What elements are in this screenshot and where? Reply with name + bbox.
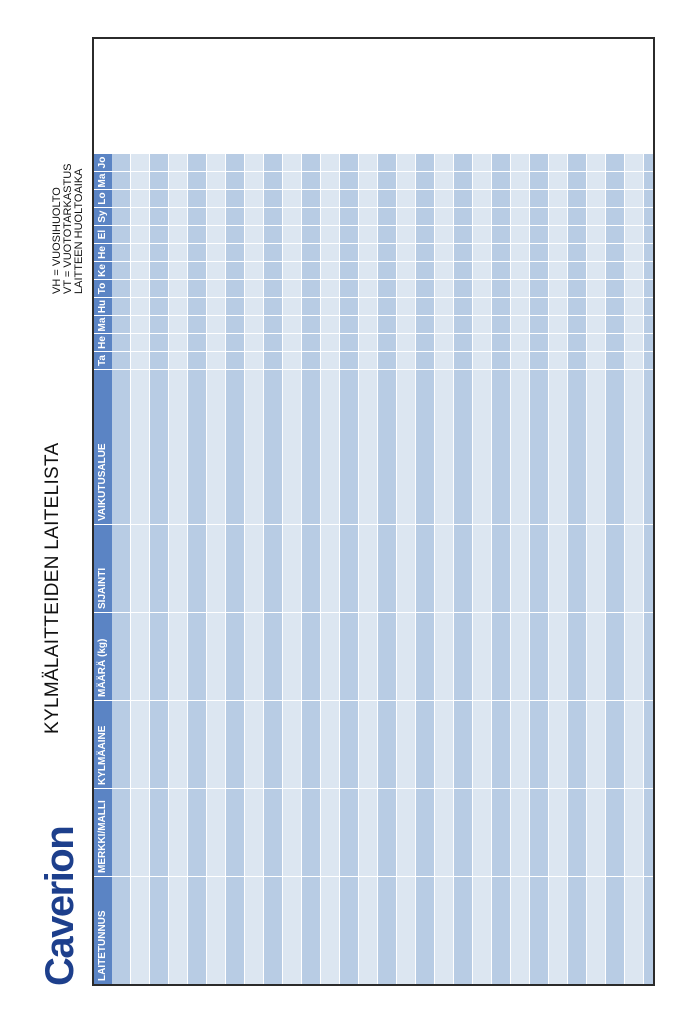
table-row[interactable] [302, 153, 321, 984]
legend-line: VT = VUOTOTARKASTUS [62, 163, 74, 294]
table-row[interactable] [226, 153, 245, 984]
table-row[interactable] [397, 153, 416, 984]
table-row[interactable] [416, 153, 435, 984]
caverion-logo: Caverion [38, 826, 82, 986]
month-header: Jo [94, 153, 112, 171]
table-row[interactable] [245, 153, 264, 984]
column-divider [112, 243, 653, 244]
page-title: KYLMÄLAITTEIDEN LAITELISTA [42, 442, 63, 734]
table-row[interactable] [378, 153, 397, 984]
table-row[interactable] [131, 153, 150, 984]
month-header: Ke [94, 261, 112, 279]
column-divider [112, 207, 653, 208]
table-row[interactable] [264, 153, 283, 984]
column-divider [112, 876, 653, 877]
column-divider [112, 700, 653, 701]
table-row[interactable] [606, 153, 625, 984]
table-row[interactable] [188, 153, 207, 984]
column-divider [112, 369, 653, 370]
table-row[interactable] [207, 153, 226, 984]
table-row[interactable] [568, 153, 587, 984]
legend-line: LAITTEEN HUOLTOAIKA [73, 168, 85, 294]
column-divider [112, 261, 653, 262]
month-header: El [94, 225, 112, 243]
col-kylmaaine-header: KYLMÄAINE [94, 700, 112, 788]
legend-line: VH = VUOSIHUOLTO [51, 187, 63, 294]
table-row[interactable] [112, 153, 131, 984]
table-row[interactable] [435, 153, 454, 984]
column-divider [112, 351, 653, 352]
table-row[interactable] [283, 153, 302, 984]
table-row[interactable] [169, 153, 188, 984]
table-row[interactable] [549, 153, 568, 984]
column-divider [112, 153, 653, 154]
month-header: Sy [94, 207, 112, 225]
table-row[interactable] [644, 153, 655, 984]
month-header: Ma [94, 171, 112, 189]
table-row[interactable] [473, 153, 492, 984]
month-header: He [94, 243, 112, 261]
column-divider [112, 171, 653, 172]
table-row[interactable] [511, 153, 530, 984]
col-merkki-malli-header: MERKKI/MALLI [94, 788, 112, 876]
col-laitetunnus-header: LAITETUNNUS [94, 876, 112, 984]
month-header: He [94, 333, 112, 351]
column-divider [112, 225, 653, 226]
table-row[interactable] [454, 153, 473, 984]
column-divider [112, 297, 653, 298]
column-divider [112, 333, 653, 334]
table-row[interactable] [492, 153, 511, 984]
col-sijainti-header: SIJAINTI [94, 524, 112, 612]
table-row[interactable] [150, 153, 169, 984]
column-divider [112, 788, 653, 789]
table-row[interactable] [340, 153, 359, 984]
device-table [92, 37, 655, 986]
month-header: To [94, 279, 112, 297]
table-header [94, 153, 112, 984]
legend [52, 163, 85, 294]
column-divider [112, 315, 653, 316]
column-divider [112, 524, 653, 525]
table-row[interactable] [625, 153, 644, 984]
table-row[interactable] [359, 153, 378, 984]
table-row[interactable] [321, 153, 340, 984]
month-header: Ta [94, 351, 112, 369]
column-divider [112, 279, 653, 280]
month-header: Ma [94, 315, 112, 333]
table-row[interactable] [587, 153, 606, 984]
col-maara-header: MÄÄRÄ (kg) [94, 612, 112, 700]
table-row[interactable] [530, 153, 549, 984]
month-header: Lo [94, 189, 112, 207]
col-vaikutusalue-header: VAIKUTUSALUE [94, 369, 112, 524]
column-divider [112, 189, 653, 190]
month-header: Hu [94, 297, 112, 315]
column-divider [112, 612, 653, 613]
